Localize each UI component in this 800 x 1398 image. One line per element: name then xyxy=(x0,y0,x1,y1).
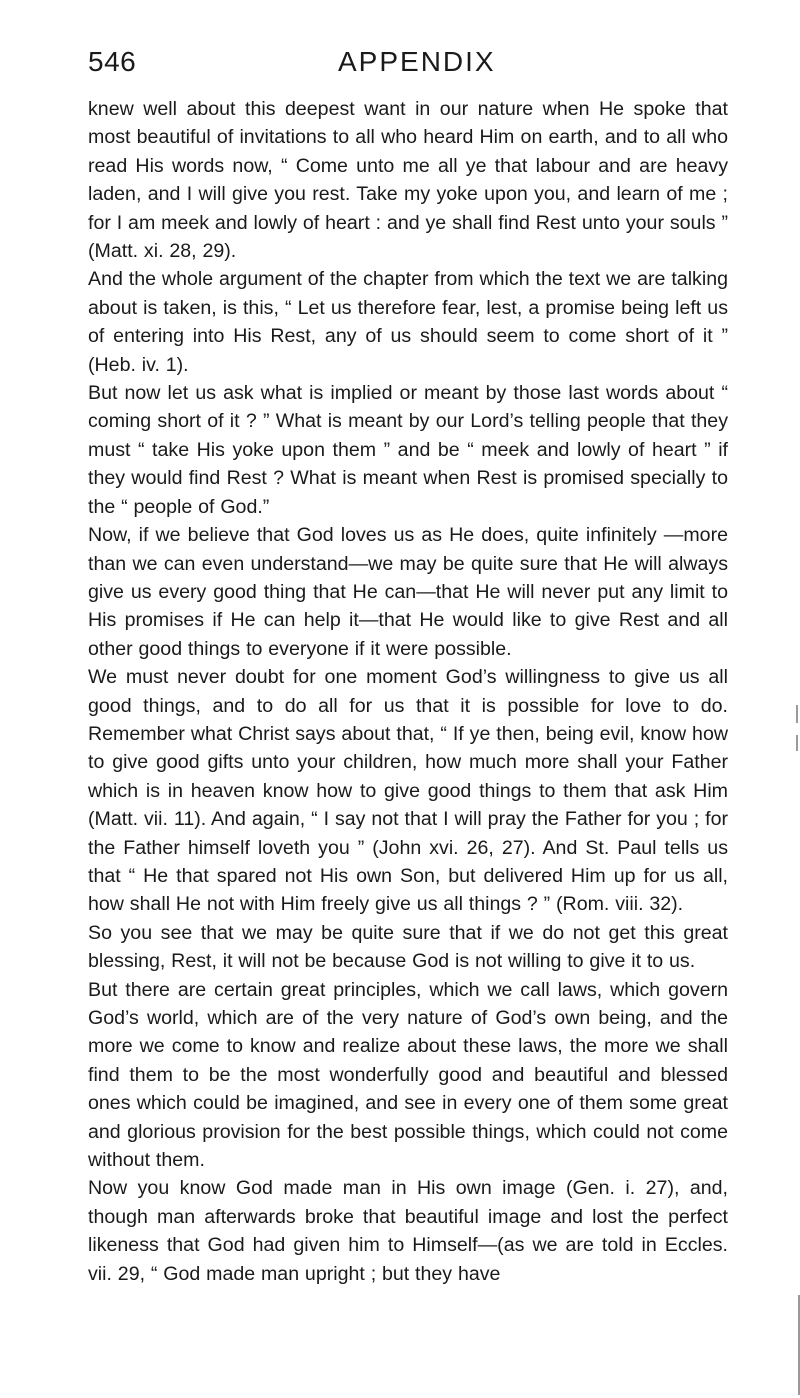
scan-edge-mark xyxy=(796,705,798,723)
paragraph-4: Now, if we believe that God loves us as He does, quite infinitely —more than we can even understand—we may be quite sure that He will always give us every good thing that He can—that He will never put any limit to His promises if He can help it—that He would like to give Rest and all other good things to everyone if it were possible. xyxy=(88,524,728,660)
paragraph-1: knew well about this deepest want in our nature when He spoke that most beautiful of invitations to all who heard Him on earth, and to all who read His words now, “ Come unto me all ye that labour and are heavy laden, and I will give you rest. Take my yoke upon you, and learn of me ; for I am meek and lowly of heart : and ye shall find Rest unto your souls ” (Matt. xi. 28, 29). xyxy=(88,98,728,263)
paragraph-7: But there are certain great principles, which we call laws, which govern God’s world, which are of the very nature of God’s own being, and the more we come to know and realize about these laws, the more we shall find them to be the most wonderfully good and beautiful and blessed ones which could be imagined, and see in every one of them some great and glorious provision for the best possible things, which could not come without them. xyxy=(88,978,728,1172)
paragraph-6: So you see that we may be quite sure that if we do not get this great blessing, Rest, it will not be because God is not willing to give it to us. xyxy=(88,921,728,973)
scan-edge-mark xyxy=(796,735,798,751)
paragraph-5: We must never doubt for one moment God’s willingness to give us all good things, and to do all for us that it is possible for love to do. Remember what Christ says about that, “ If ye then, being evil, know how to give good gifts unto your children, how much more shall your Father which is in heaven know how to give good things to them that ask Him (Matt. vii. 11). And again, “ I say not that I will pray the Father for you ; for the Father himself loveth you ” (John xvi. 26, 27). And St. Paul tells us that “ He that spared not His own Son, but delivered Him up for us all, how shall He not with Him freely give us all things ? ” (Rom. viii. 32). xyxy=(88,666,728,916)
paragraph-8: Now you know God made man in His own image (Gen. i. 27), and, though man afterwards broke that beautiful image and lost the perfect likeness that God had given him to Himself—(as we are told in Eccles. vii. 29, “ God made man upright ; but they have xyxy=(88,1177,728,1285)
paragraph-2: And the whole argument of the chapter from which the text we are talking about is taken, is this, “ Let us therefore fear, lest, a promise being left us of entering into His Rest, any of us should seem to come short of it ” (Heb. iv. 1). xyxy=(88,268,728,376)
running-head xyxy=(88,46,728,86)
running-title: APPENDIX xyxy=(338,46,496,77)
paragraph-3: But now let us ask what is implied or meant by those last words about “ coming short of it ? ” What is meant by our Lord’s telling people that they must “ take His yoke upon them ” and be “ meek and lowly of heart ” if they would find Rest ? What is meant when Rest is promised specially to the “ people of God.” xyxy=(88,382,728,518)
body-text xyxy=(88,95,728,1288)
page-number: 546 xyxy=(88,46,137,77)
